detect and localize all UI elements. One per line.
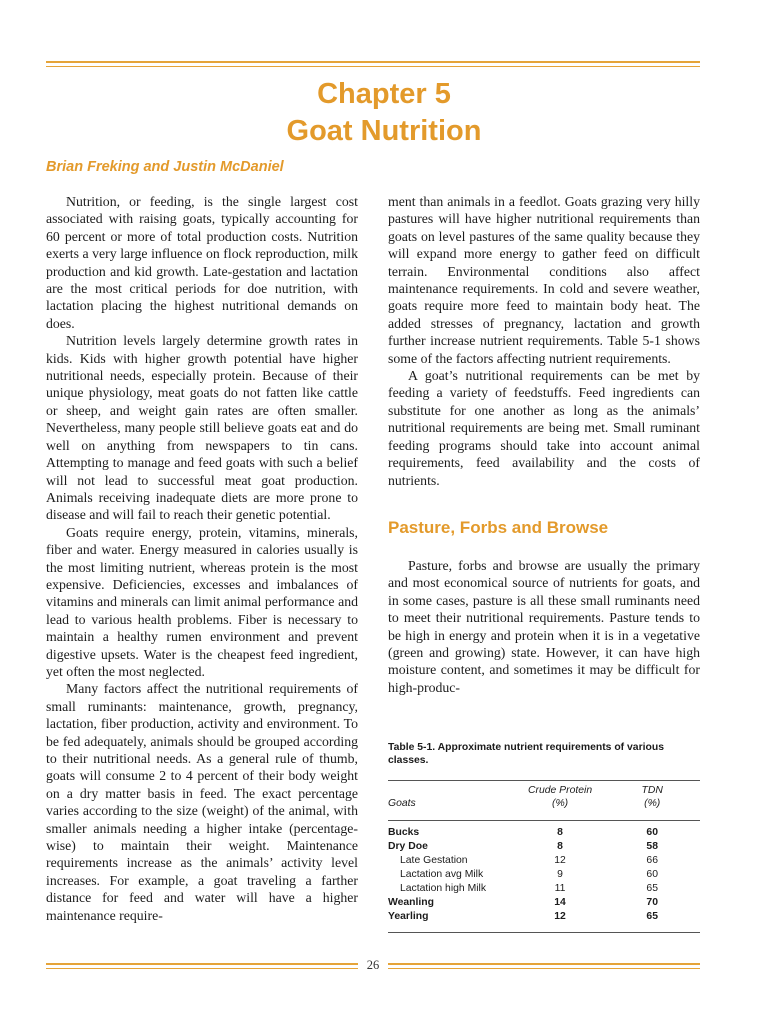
table-cell-protein: 8 <box>557 841 563 852</box>
paragraph: Nutrition, or feeding, is the single largest cost associated with raising goats, typically accounting for 60 percent or more of total production costs. Nutrition exerts a very large influence on flock reproduction, milk production and kid growth. Late-gestation and lactation are the most critical periods for doe nutrition, with lactation placing the highest nutritional demands on does. <box>46 194 358 331</box>
table-cell-protein: 11 <box>554 883 566 894</box>
footer-rule-right <box>388 958 700 974</box>
table-cell-protein: 14 <box>554 897 566 908</box>
table-cell-protein: 12 <box>554 855 566 866</box>
table-row <box>388 910 700 933</box>
table-row <box>388 896 700 910</box>
section-heading: Pasture, Forbs and Browse <box>388 518 609 537</box>
table-header <box>388 781 516 798</box>
table-cell-tdn: 60 <box>646 869 658 880</box>
paragraph: Nutrition levels largely determine growth rates in kids. Kids with higher growth potential have higher nutritional needs, especially protein. Because of their unique physiology, meat goats do not fatten like cattle or sheep, and weight gain rates are often smaller. Nevertheless, many people still believe goats eat and do well on anything from newspapers to tin cans. Attempting to manage and feed goats with such a belief will not lead to successful meat goat production. Animals receiving inadequate diets are more prone to disease and will fail to reach their genetic potential. <box>46 333 358 523</box>
chapter-number: Chapter 5 <box>317 78 451 110</box>
table-cell-tdn: 58 <box>646 841 658 852</box>
paragraph: ment than animals in a feedlot. Goats grazing very hilly pastures will have higher nutritional requirements than goats on level pastures of the same quality because they will expand more energy to gather feed on difficult terrain. Environmental conditions also affect maintenance requirements. In cold and severe weather, goats require more feed to maintain body heat. The added stresses of pregnancy, lactation and growth further increase nutrient requirements. Table 5-1 shows some of the factors affecting nutrient requirements. <box>388 194 700 366</box>
table-row <box>388 840 700 854</box>
table-header: Crude Protein <box>528 785 593 796</box>
paragraph: Pasture, forbs and browse are usually the primary and most economical source of nutrients for goats, and in some cases, pasture is all these small ruminants need to meet their nutritional requirements. Pasture tends to be high in energy and protein when it is in a vegetative (green and growing) state. However, it can have high moisture content, and sometimes it may be difficult for high-produc- <box>388 558 700 695</box>
table-header: (%) <box>516 797 605 821</box>
table-cell-tdn: 65 <box>646 911 658 922</box>
chapter-title: Goat Nutrition <box>286 115 482 147</box>
table-cell-protein: 12 <box>554 911 566 922</box>
table-cell-protein: 8 <box>557 827 563 838</box>
header-rule-thin <box>46 66 700 67</box>
table-cell-protein: 9 <box>557 869 563 880</box>
table-cell-label: Yearling <box>388 911 429 922</box>
table-cell-label: Dry Doe <box>388 841 428 852</box>
nutrient-table <box>388 780 700 933</box>
table-row <box>388 882 700 896</box>
table-row <box>388 868 700 882</box>
table-header: Goats <box>388 797 516 821</box>
table-row <box>388 821 700 841</box>
table-body <box>388 821 700 933</box>
table-cell-label: Lactation high Milk <box>400 883 487 894</box>
table-cell-tdn: 65 <box>646 883 658 894</box>
table-cell-label: Lactation avg Milk <box>400 869 484 880</box>
page-number: 26 <box>366 958 380 972</box>
right-column <box>388 193 700 489</box>
table-cell-tdn: 60 <box>646 827 658 838</box>
table-row <box>388 854 700 868</box>
header-rule <box>46 61 700 63</box>
table-header: TDN <box>641 785 663 796</box>
authors: Brian Freking and Justin McDaniel <box>46 159 284 175</box>
table-header: (%) <box>604 797 700 821</box>
paragraph: Many factors affect the nutritional requirements of small ruminants: maintenance, growth, pregnancy, lactation, fiber production, activity and environment. To be fed adequately, animals should be grouped according to their nutritional needs. As a general rule of thumb, goats will consume 2 to 4 percent of their body weight on a dry matter basis in feed. The exact percentage varies according to the size (weight) of the animal, with smaller animals needing a higher intake (percentage-wise) to maintain their weight. Maintenance requirements increase as the animals’ activity level increases. For example, a goat traveling a farther distance for feed and water will have a higher maintenance require- <box>46 681 358 923</box>
table-cell-label: Bucks <box>388 827 420 838</box>
table-cell-tdn: 66 <box>646 855 658 866</box>
table-caption: Table 5-1. Approximate nutrient requirements of various classes. <box>388 742 664 766</box>
table-cell-label: Late Gestation <box>400 855 468 866</box>
footer-rule-left <box>46 958 358 974</box>
table-cell-label: Weanling <box>388 897 434 908</box>
section-body <box>388 557 700 696</box>
paragraph: A goat’s nutritional requirements can be met by feeding a variety of feedstuffs. Feed ingredients can substitute for one another as long as the animals’ nutritional requirements are being met. Small ruminant feeding programs should take into account animal requirements, feed availability and the costs of nutrients. <box>388 368 700 488</box>
left-column <box>46 193 358 924</box>
table-cell-tdn: 70 <box>646 897 658 908</box>
paragraph: Goats require energy, protein, vitamins, minerals, fiber and water. Energy measured in calories usually is the most limiting nutrient, whereas protein is the most expensive. Deficiencies, excesses and imbalances of vitamins and minerals can limit animal performance and lead to various health problems. Fiber is necessary to maintain a healthy rumen environment and prevent digestive upsets. Water is the cheapest feed ingredient, yet often the most neglected. <box>46 524 358 679</box>
